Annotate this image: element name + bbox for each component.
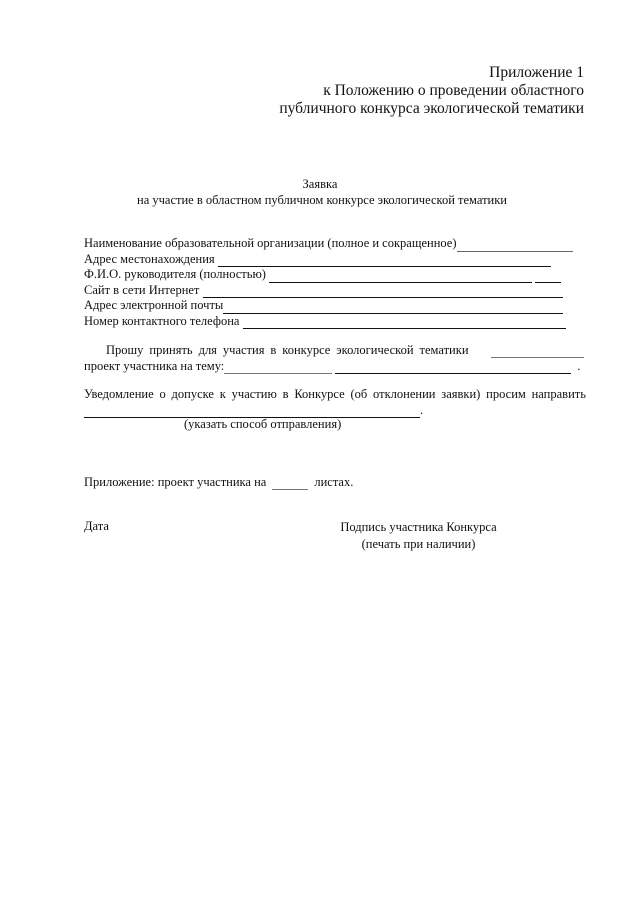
signature-block [336, 519, 501, 553]
notice-word: отклонении [373, 387, 436, 401]
notice-word: просим [486, 387, 526, 401]
topic-period: . [577, 359, 581, 373]
email-line[interactable] [223, 302, 563, 314]
notice-word: допуске [171, 387, 214, 401]
notice-word: участию [231, 387, 277, 401]
date-label: Дата [84, 519, 109, 533]
address-line[interactable] [218, 255, 551, 267]
form-heading: Заявка [302, 177, 338, 191]
request-word: принять [149, 343, 193, 357]
email-label: Адрес электронной почты [84, 298, 224, 312]
request-word: участия [222, 343, 265, 357]
notice-paragraph [84, 386, 586, 418]
website-field [84, 283, 584, 299]
website-label: Сайт в сети Интернет [84, 282, 200, 297]
notice-word: в [282, 387, 289, 401]
phone-line[interactable] [243, 317, 566, 329]
notice-line-1 [84, 386, 586, 402]
form-subheading: на участие в областном публичном конкурсе экологической тематики [137, 193, 507, 207]
request-word: экологической [336, 343, 414, 357]
email-field [84, 298, 584, 314]
request-line-2 [84, 358, 584, 374]
org-name-line[interactable] [457, 240, 573, 252]
notice-period: . [420, 403, 424, 417]
director-label: Ф.И.О. руководителя (полностью) [84, 267, 266, 281]
notice-word: направить [531, 387, 586, 401]
request-word: тематики [419, 343, 469, 357]
topic-prefix: проект участника на тему: [84, 359, 225, 373]
appendix-number: Приложение 1 [489, 64, 584, 81]
website-line[interactable] [203, 286, 563, 298]
sheet-count-line[interactable] [272, 478, 308, 490]
address-field [84, 252, 584, 268]
request-word: Прошу [106, 343, 144, 357]
topic-line-2[interactable] [224, 362, 332, 374]
appendix-reference: к Положению о проведении областного [323, 82, 584, 99]
topic-line-1[interactable] [491, 346, 584, 358]
attachment-suffix: листах. [314, 475, 354, 489]
notice-line-2 [84, 402, 586, 418]
notice-word: Уведомление [84, 387, 154, 401]
notice-word: к [219, 387, 226, 401]
notice-word: о [159, 387, 166, 401]
request-word: конкурсе [282, 343, 331, 357]
director-line-end [535, 271, 561, 283]
appendix-reference-cont: публичного конкурса экологической тематики [279, 100, 584, 117]
request-words [84, 342, 469, 358]
address-label: Адрес местонахождения [84, 251, 215, 266]
notice-word: заявки) [441, 387, 481, 401]
phone-label: Номер контактного телефона [84, 313, 240, 328]
request-word: для [198, 343, 217, 357]
appendix-header [279, 64, 584, 118]
attachment-line [84, 475, 353, 490]
form-title [0, 176, 640, 208]
phone-field [84, 314, 584, 330]
signature-label: Подпись участника Конкурса [340, 520, 497, 534]
notice-word: Конкурсе [294, 387, 345, 401]
director-line[interactable] [269, 271, 532, 283]
topic-line-3[interactable] [335, 362, 571, 374]
request-line-1 [84, 342, 584, 358]
request-paragraph [84, 342, 584, 374]
notice-word: (об [350, 387, 368, 401]
attachment-prefix: Приложение: проект участника на [84, 475, 267, 489]
org-name-label: Наименование образовательной организации (полное и сокращенное) [84, 236, 457, 250]
stamp-label: (печать при наличии) [361, 537, 476, 551]
organization-fields [84, 236, 584, 329]
director-field [84, 267, 584, 283]
org-name-field [84, 236, 584, 252]
delivery-method-hint: (указать способ отправления) [184, 417, 342, 431]
request-word: в [270, 343, 277, 357]
